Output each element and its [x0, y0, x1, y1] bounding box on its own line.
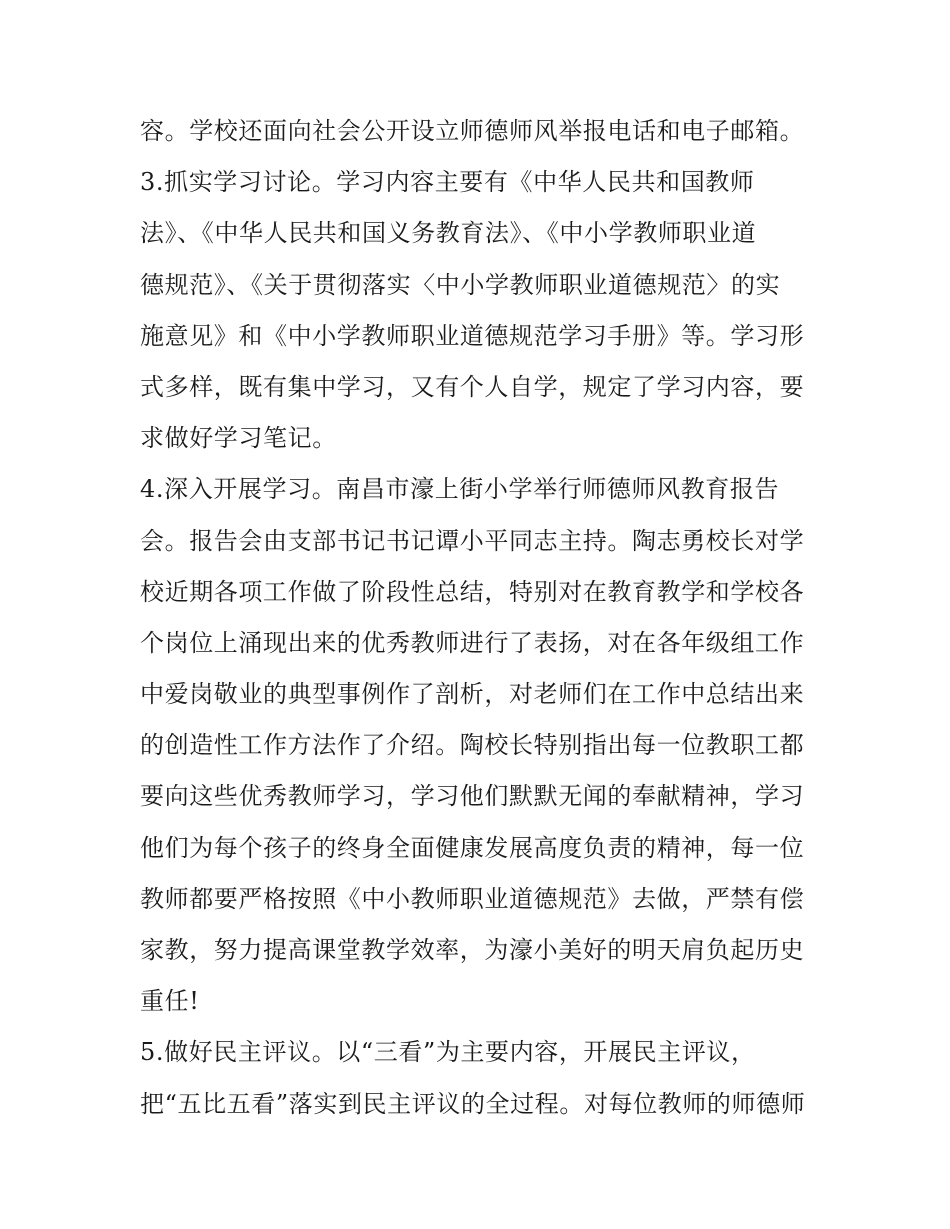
- text-line: 要向这些优秀教师学习，学习他们默默无闻的奉献精神，学习: [140, 782, 805, 811]
- text-line: 容。学校还面向社会公开设立师德师风举报电话和电子邮箱。: [140, 117, 805, 145]
- text-line: 施意见》和《中小学教师职业道德规范学习手册》等。学习形: [140, 321, 805, 350]
- text-line: 4.深入开展学习。南昌市濠上街小学举行师德师风教育报告: [140, 475, 780, 504]
- text-line: 式多样，既有集中学习，又有个人自学，规定了学习内容，要: [140, 372, 805, 401]
- text-line: 中爱岗敬业的典型事例作了剖析，对老师们在工作中总结出来: [140, 680, 805, 709]
- text-line: 法》、《中华人民共和国义务教育法》、《中小学教师职业道: [140, 219, 757, 248]
- text-line: 求做好学习笔记。: [140, 424, 337, 453]
- text-line: 教师都要严格按照《中小教师职业道德规范》去做，严禁有偿: [140, 884, 805, 913]
- text-line: 5.做好民主评议。以“三看”为主要内容，开展民主评议，: [140, 1038, 756, 1067]
- text-line: 他们为每个孩子的终身全面健康发展高度负责的精神，每一位: [140, 833, 805, 862]
- document-body: [140, 106, 820, 1130]
- text-line: 校近期各项工作做了阶段性总结，特别对在教育教学和学校各: [140, 577, 805, 606]
- text-line: 重任!: [140, 987, 200, 1016]
- text-line: 把“五比五看”落实到民主评议的全过程。对每位教师的师德师: [140, 1089, 806, 1118]
- text-line: 3.抓实学习讨论。学习内容主要有《中华人民共和国教师: [140, 168, 755, 197]
- text-line: 德规范》、《关于贯彻落实〈中小学教师职业道德规范〉的实: [140, 270, 781, 299]
- text-line: 会。报告会由支部书记书记谭小平同志主持。陶志勇校长对学: [140, 526, 805, 555]
- text-line: 个岗位上涌现出来的优秀教师进行了表扬，对在各年级组工作: [140, 628, 805, 657]
- text-line: 家教，努力提高课堂教学效率，为濠小美好的明天肩负起历史: [140, 936, 805, 964]
- text-line: 的创造性工作方法作了介绍。陶校长特别指出每一位教职工都: [140, 731, 805, 760]
